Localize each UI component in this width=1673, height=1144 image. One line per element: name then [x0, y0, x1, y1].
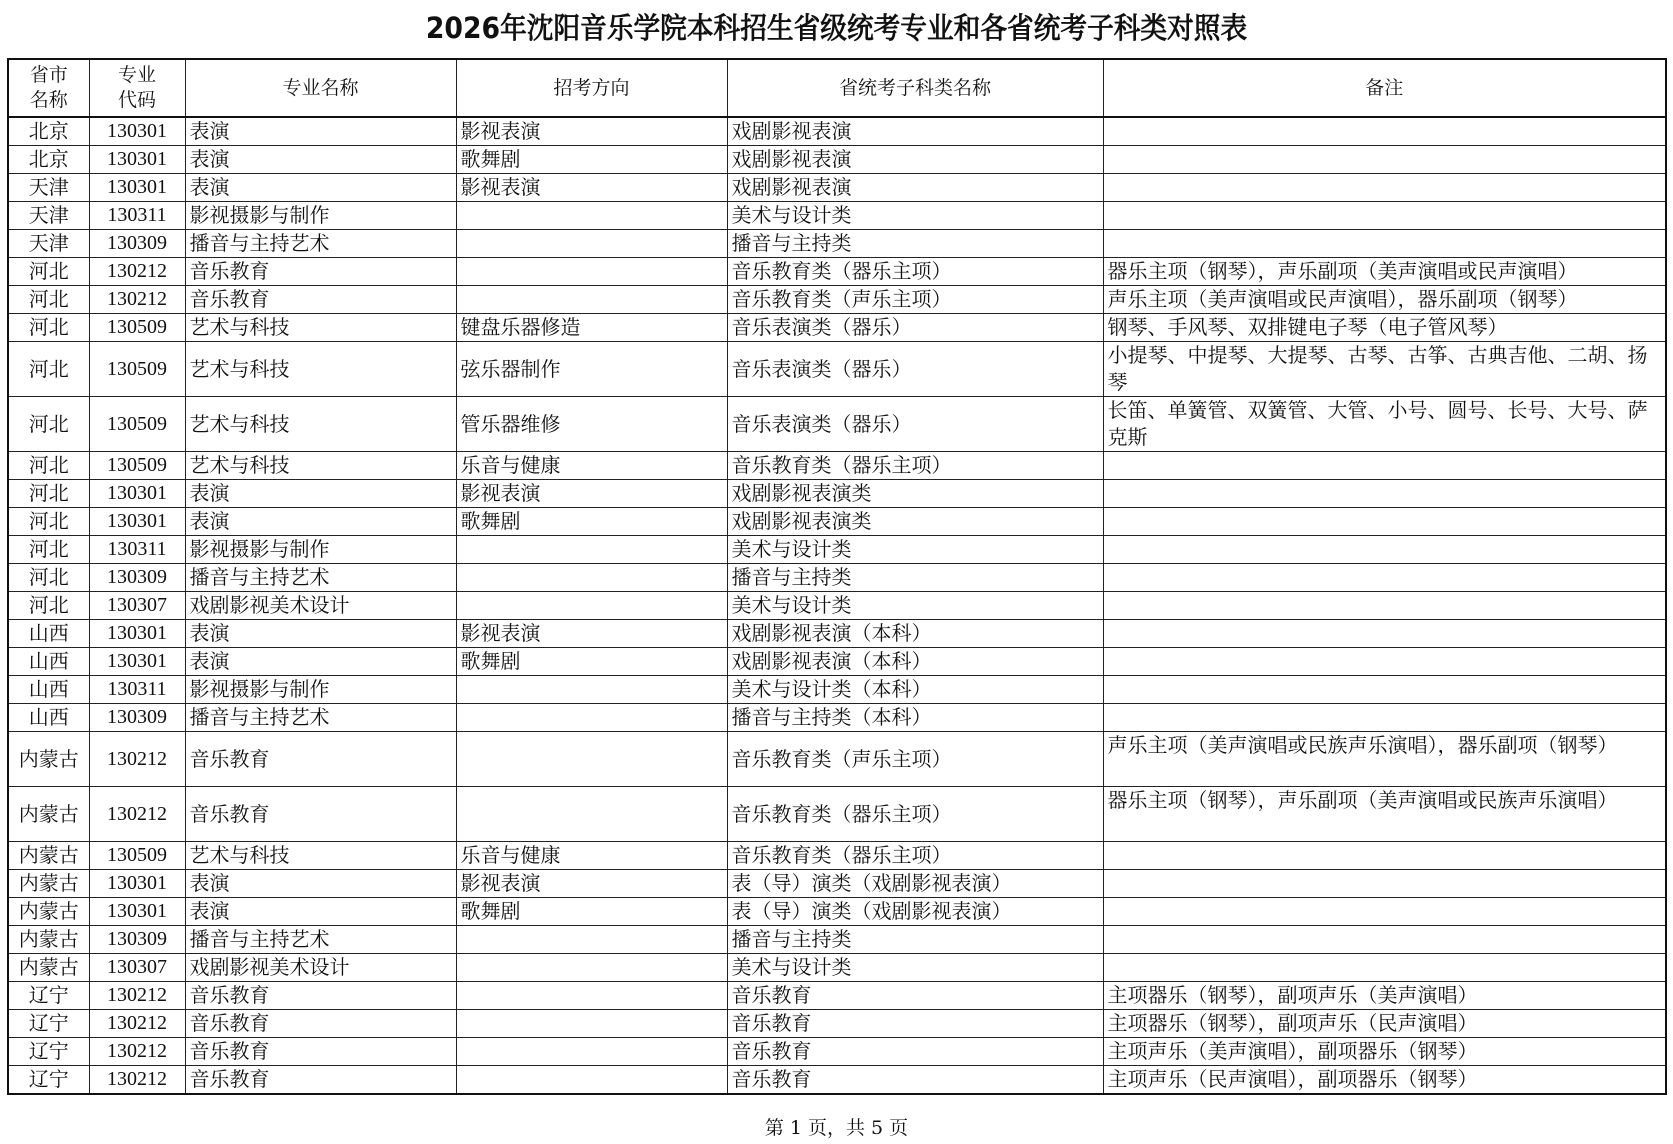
cell-major: 表演 [185, 898, 456, 926]
cell-category: 音乐教育 [727, 1010, 1103, 1038]
cell-major: 表演 [185, 620, 456, 648]
cell-category: 音乐教育类（器乐主项） [727, 787, 1103, 842]
cell-category: 音乐表演类（器乐） [727, 314, 1103, 342]
table-row [8, 202, 1666, 230]
cell-province: 天津 [8, 230, 89, 258]
cell-major: 音乐教育 [185, 982, 456, 1010]
cell-direction [456, 732, 727, 787]
cell-province: 北京 [8, 117, 89, 146]
cell-province: 内蒙古 [8, 732, 89, 787]
table-row [8, 926, 1666, 954]
cell-category: 美术与设计类 [727, 592, 1103, 620]
cell-province: 河北 [8, 452, 89, 480]
cell-remark [1103, 842, 1666, 870]
cell-remark [1103, 564, 1666, 592]
cell-code: 130509 [89, 452, 185, 480]
cell-category: 戏剧影视表演类 [727, 480, 1103, 508]
table-row [8, 620, 1666, 648]
cell-category: 音乐教育类（器乐主项） [727, 842, 1103, 870]
cell-remark: 器乐主项（钢琴），声乐副项（美声演唱或民族声乐演唱） [1103, 787, 1666, 842]
header-remark: 备注 [1103, 59, 1666, 117]
cell-code: 130301 [89, 117, 185, 146]
cell-direction: 弦乐器制作 [456, 342, 727, 397]
cell-province: 天津 [8, 174, 89, 202]
table-row [8, 676, 1666, 704]
cell-direction: 影视表演 [456, 174, 727, 202]
cell-remark [1103, 898, 1666, 926]
cell-province: 辽宁 [8, 1010, 89, 1038]
cell-direction [456, 1038, 727, 1066]
cell-direction: 键盘乐器修造 [456, 314, 727, 342]
cell-category: 播音与主持类（本科） [727, 704, 1103, 732]
table-row [8, 732, 1666, 787]
cell-code: 130301 [89, 174, 185, 202]
header-code-line1: 专业 [117, 64, 156, 86]
cell-province: 河北 [8, 480, 89, 508]
cell-province: 河北 [8, 564, 89, 592]
cell-category: 戏剧影视表演类 [727, 508, 1103, 536]
cell-province: 河北 [8, 342, 89, 397]
cell-major: 音乐教育 [185, 787, 456, 842]
table-row [8, 314, 1666, 342]
cell-code: 130301 [89, 146, 185, 174]
cell-code: 130212 [89, 982, 185, 1010]
cell-category: 音乐表演类（器乐） [727, 342, 1103, 397]
cell-remark [1103, 926, 1666, 954]
cell-major: 音乐教育 [185, 1010, 456, 1038]
cell-code: 130301 [89, 480, 185, 508]
cell-direction [456, 954, 727, 982]
cell-province: 河北 [8, 314, 89, 342]
cell-category: 播音与主持类 [727, 230, 1103, 258]
cell-code: 130212 [89, 1010, 185, 1038]
table-row [8, 146, 1666, 174]
cell-remark [1103, 704, 1666, 732]
cell-code: 130301 [89, 898, 185, 926]
header-province-line1: 省市 [29, 64, 68, 86]
cell-direction: 影视表演 [456, 870, 727, 898]
cell-direction: 乐音与健康 [456, 452, 727, 480]
cell-remark [1103, 954, 1666, 982]
cell-province: 山西 [8, 676, 89, 704]
cell-code: 130309 [89, 926, 185, 954]
header-major: 专业名称 [185, 59, 456, 117]
cell-direction: 影视表演 [456, 480, 727, 508]
table-row [8, 508, 1666, 536]
cell-remark [1103, 146, 1666, 174]
cell-major: 戏剧影视美术设计 [185, 954, 456, 982]
cell-province: 天津 [8, 202, 89, 230]
table-body [8, 117, 1666, 1094]
table-row [8, 1010, 1666, 1038]
cell-major: 播音与主持艺术 [185, 230, 456, 258]
cell-major: 影视摄影与制作 [185, 536, 456, 564]
cell-province: 山西 [8, 704, 89, 732]
cell-direction: 歌舞剧 [456, 146, 727, 174]
table-row [8, 342, 1666, 397]
cell-code: 130212 [89, 732, 185, 787]
cell-category: 戏剧影视表演 [727, 146, 1103, 174]
cell-major: 表演 [185, 174, 456, 202]
cell-remark: 主项器乐（钢琴），副项声乐（民声演唱） [1103, 1010, 1666, 1038]
table-row [8, 1038, 1666, 1066]
table-row [8, 258, 1666, 286]
cell-major: 音乐教育 [185, 258, 456, 286]
cell-remark [1103, 676, 1666, 704]
cell-province: 内蒙古 [8, 842, 89, 870]
cell-remark [1103, 592, 1666, 620]
cell-category: 音乐教育 [727, 982, 1103, 1010]
table-row [8, 397, 1666, 452]
cell-remark [1103, 648, 1666, 676]
cell-code: 130212 [89, 286, 185, 314]
cell-code: 130309 [89, 704, 185, 732]
cell-category: 表（导）演类（戏剧影视表演） [727, 898, 1103, 926]
cell-province: 内蒙古 [8, 954, 89, 982]
cell-category: 美术与设计类 [727, 954, 1103, 982]
cell-major: 播音与主持艺术 [185, 564, 456, 592]
cell-remark [1103, 230, 1666, 258]
cell-remark: 长笛、单簧管、双簧管、大管、小号、圆号、长号、大号、萨克斯 [1103, 397, 1666, 452]
cell-province: 河北 [8, 258, 89, 286]
cell-category: 戏剧影视表演 [727, 117, 1103, 146]
cell-remark [1103, 452, 1666, 480]
cell-code: 130212 [89, 1066, 185, 1095]
cell-code: 130311 [89, 202, 185, 230]
cell-direction [456, 258, 727, 286]
header-category: 省统考子科类名称 [727, 59, 1103, 117]
cell-remark: 主项声乐（美声演唱），副项器乐（钢琴） [1103, 1038, 1666, 1066]
cell-remark: 主项器乐（钢琴），副项声乐（美声演唱） [1103, 982, 1666, 1010]
table-row [8, 648, 1666, 676]
cell-direction [456, 564, 727, 592]
cell-direction [456, 536, 727, 564]
table-row [8, 1066, 1666, 1095]
cell-major: 艺术与科技 [185, 842, 456, 870]
cell-major: 艺术与科技 [185, 397, 456, 452]
cell-direction [456, 704, 727, 732]
cell-code: 130309 [89, 564, 185, 592]
table-row [8, 230, 1666, 258]
cell-code: 130301 [89, 870, 185, 898]
cell-direction [456, 676, 727, 704]
admission-category-table [7, 58, 1667, 1095]
table-row [8, 787, 1666, 842]
cell-remark: 钢琴、手风琴、双排键电子琴（电子管风琴） [1103, 314, 1666, 342]
cell-major: 音乐教育 [185, 1038, 456, 1066]
cell-code: 130212 [89, 258, 185, 286]
cell-province: 辽宁 [8, 982, 89, 1010]
cell-code: 130212 [89, 1038, 185, 1066]
cell-direction: 歌舞剧 [456, 508, 727, 536]
cell-province: 内蒙古 [8, 787, 89, 842]
cell-category: 音乐教育类（声乐主项） [727, 732, 1103, 787]
cell-major: 戏剧影视美术设计 [185, 592, 456, 620]
cell-category: 音乐教育类（声乐主项） [727, 286, 1103, 314]
cell-remark: 小提琴、中提琴、大提琴、古琴、古筝、古典吉他、二胡、扬琴 [1103, 342, 1666, 397]
table-row [8, 982, 1666, 1010]
cell-category: 戏剧影视表演（本科） [727, 648, 1103, 676]
cell-remark [1103, 117, 1666, 146]
table-row [8, 954, 1666, 982]
cell-remark [1103, 870, 1666, 898]
cell-direction [456, 1066, 727, 1095]
table-row [8, 870, 1666, 898]
table-row [8, 564, 1666, 592]
cell-direction [456, 230, 727, 258]
header-direction: 招考方向 [456, 59, 727, 117]
cell-category: 美术与设计类 [727, 202, 1103, 230]
cell-code: 130509 [89, 314, 185, 342]
cell-category: 戏剧影视表演 [727, 174, 1103, 202]
cell-province: 内蒙古 [8, 898, 89, 926]
cell-category: 播音与主持类 [727, 926, 1103, 954]
cell-direction: 管乐器维修 [456, 397, 727, 452]
table-row [8, 117, 1666, 146]
cell-direction [456, 926, 727, 954]
cell-major: 播音与主持艺术 [185, 926, 456, 954]
cell-remark [1103, 202, 1666, 230]
document-title: 2026年沈阳音乐学院本科招生省级统考专业和各省统考子科类对照表 [425, 11, 1248, 45]
cell-category: 表（导）演类（戏剧影视表演） [727, 870, 1103, 898]
cell-remark: 器乐主项（钢琴），声乐副项（美声演唱或民声演唱） [1103, 258, 1666, 286]
cell-major: 表演 [185, 648, 456, 676]
cell-remark [1103, 174, 1666, 202]
cell-code: 130311 [89, 536, 185, 564]
table-row [8, 174, 1666, 202]
cell-major: 音乐教育 [185, 286, 456, 314]
cell-major: 艺术与科技 [185, 452, 456, 480]
cell-category: 音乐教育类（器乐主项） [727, 452, 1103, 480]
cell-category: 音乐表演类（器乐） [727, 397, 1103, 452]
cell-category: 美术与设计类 [727, 536, 1103, 564]
cell-remark [1103, 620, 1666, 648]
table-row [8, 842, 1666, 870]
cell-direction: 影视表演 [456, 117, 727, 146]
cell-major: 表演 [185, 117, 456, 146]
cell-direction [456, 1010, 727, 1038]
cell-category: 音乐教育 [727, 1038, 1103, 1066]
cell-major: 艺术与科技 [185, 342, 456, 397]
cell-remark [1103, 480, 1666, 508]
cell-major: 影视摄影与制作 [185, 202, 456, 230]
cell-direction: 歌舞剧 [456, 898, 727, 926]
cell-remark: 声乐主项（美声演唱或民声演唱），器乐副项（钢琴） [1103, 286, 1666, 314]
cell-direction [456, 982, 727, 1010]
cell-major: 音乐教育 [185, 1066, 456, 1095]
cell-province: 辽宁 [8, 1038, 89, 1066]
cell-code: 130509 [89, 342, 185, 397]
cell-major: 表演 [185, 508, 456, 536]
cell-direction [456, 592, 727, 620]
cell-province: 河北 [8, 592, 89, 620]
cell-province: 内蒙古 [8, 926, 89, 954]
cell-remark [1103, 536, 1666, 564]
cell-direction: 歌舞剧 [456, 648, 727, 676]
cell-major: 影视摄影与制作 [185, 676, 456, 704]
cell-direction: 影视表演 [456, 620, 727, 648]
cell-major: 表演 [185, 146, 456, 174]
cell-code: 130309 [89, 230, 185, 258]
cell-code: 130509 [89, 397, 185, 452]
cell-code: 130307 [89, 954, 185, 982]
cell-province: 河北 [8, 536, 89, 564]
cell-direction [456, 787, 727, 842]
cell-code: 130301 [89, 620, 185, 648]
cell-major: 表演 [185, 480, 456, 508]
cell-province: 内蒙古 [8, 870, 89, 898]
cell-province: 北京 [8, 146, 89, 174]
cell-code: 130212 [89, 787, 185, 842]
cell-direction [456, 202, 727, 230]
header-province [8, 59, 89, 117]
cell-direction [456, 286, 727, 314]
cell-remark: 主项声乐（民声演唱），副项器乐（钢琴） [1103, 1066, 1666, 1095]
cell-code: 130301 [89, 648, 185, 676]
cell-category: 音乐教育类（器乐主项） [727, 258, 1103, 286]
cell-major: 艺术与科技 [185, 314, 456, 342]
cell-remark [1103, 508, 1666, 536]
cell-province: 山西 [8, 648, 89, 676]
cell-category: 播音与主持类 [727, 564, 1103, 592]
header-code-line2: 代码 [117, 89, 156, 111]
page-indicator: 第 1 页，共 5 页 [764, 1117, 909, 1139]
table-row [8, 452, 1666, 480]
header-province-line2: 名称 [29, 89, 68, 111]
cell-code: 130311 [89, 676, 185, 704]
table-row [8, 536, 1666, 564]
table-row [8, 898, 1666, 926]
cell-province: 河北 [8, 286, 89, 314]
cell-major: 表演 [185, 870, 456, 898]
cell-code: 130301 [89, 508, 185, 536]
header-code [89, 59, 185, 117]
cell-category: 美术与设计类（本科） [727, 676, 1103, 704]
cell-province: 山西 [8, 620, 89, 648]
cell-remark: 声乐主项（美声演唱或民族声乐演唱），器乐副项（钢琴） [1103, 732, 1666, 787]
table-row [8, 704, 1666, 732]
cell-major: 音乐教育 [185, 732, 456, 787]
table-row [8, 592, 1666, 620]
cell-province: 河北 [8, 508, 89, 536]
table-header-row [8, 59, 1666, 117]
cell-province: 辽宁 [8, 1066, 89, 1095]
cell-category: 戏剧影视表演（本科） [727, 620, 1103, 648]
table-row [8, 480, 1666, 508]
cell-province: 河北 [8, 397, 89, 452]
cell-code: 130509 [89, 842, 185, 870]
cell-code: 130307 [89, 592, 185, 620]
cell-category: 音乐教育 [727, 1066, 1103, 1095]
cell-direction: 乐音与健康 [456, 842, 727, 870]
table-row [8, 286, 1666, 314]
cell-major: 播音与主持艺术 [185, 704, 456, 732]
